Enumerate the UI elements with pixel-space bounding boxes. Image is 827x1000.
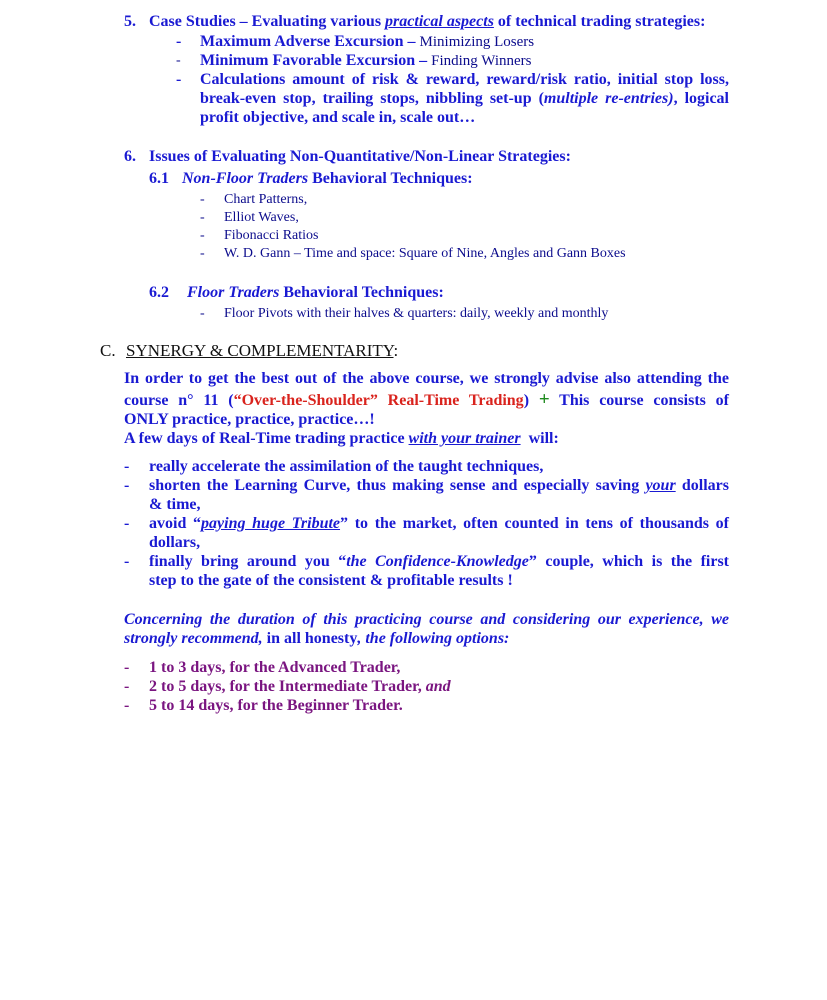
behavioral-techniques-text: Behavioral Techniques: xyxy=(308,170,473,187)
section-c-title xyxy=(126,341,398,360)
following-options-text: , the following options: xyxy=(357,630,510,647)
subsection-6-2-number: 6.2 xyxy=(149,284,169,301)
bullet-text-end: dollars xyxy=(675,477,730,494)
duration-line-2 xyxy=(124,629,509,648)
item-dash: - xyxy=(200,246,205,261)
option-beginner: 5 to 14 days, for the Beginner Trader. xyxy=(149,697,403,714)
subsection-6-1-number: 6.1 xyxy=(149,170,169,187)
bullet-dash: - xyxy=(124,697,130,714)
title-colon: : xyxy=(393,341,399,360)
section-number: 5. xyxy=(124,13,136,30)
item-dash: - xyxy=(200,306,205,321)
item-dash: - xyxy=(176,71,182,88)
paying-huge-tribute-emphasis: paying huge Tribute xyxy=(201,515,341,532)
multiple-reentries-text: multiple re-entries) xyxy=(543,90,674,107)
practical-aspects-emphasis: practical aspects xyxy=(385,13,494,30)
section-6-number: 6. xyxy=(124,148,136,165)
behavioral-techniques-text: Behavioral Techniques: xyxy=(279,284,444,301)
bullet-learning-curve-line-2: & time, xyxy=(149,496,201,513)
intro-line-2 xyxy=(124,390,729,410)
bullet-learning-curve xyxy=(149,476,729,495)
bullet-confidence xyxy=(149,552,729,571)
option-intermediate xyxy=(149,677,451,696)
your-emphasis: your xyxy=(645,477,676,494)
calculations-line-1: Calculations amount of risk & reward, reward/risk ratio, initial stop loss, xyxy=(200,71,729,88)
floor-traders-text: Floor Traders xyxy=(187,284,280,301)
list-item: Elliot Waves, xyxy=(224,210,299,225)
intro-line-1: In order to get the best out of the above course, we strongly advise also attending the xyxy=(124,370,729,387)
and-text: and xyxy=(425,678,451,695)
bullet-text: avoid “ xyxy=(149,515,202,532)
mae-label: Maximum Adverse Excursion – xyxy=(200,33,420,50)
trainer-text: A few days of Real-Time trading practice xyxy=(124,430,409,447)
mae-description: Minimizing Losers xyxy=(419,34,535,50)
bullet-dash: - xyxy=(124,659,130,676)
calculations-line-3: profit objective, and scale in, scale out… xyxy=(200,109,476,126)
bullet-dash: - xyxy=(124,515,130,532)
in-all-honesty-text: in all honesty xyxy=(262,630,358,647)
item-dash: - xyxy=(200,228,205,243)
trainer-line xyxy=(124,429,559,448)
list-item: Fibonacci Ratios xyxy=(224,228,319,243)
item-dash: - xyxy=(200,192,205,207)
mae-item xyxy=(200,32,534,52)
bullet-dash: - xyxy=(124,458,130,475)
bullet-text: finally bring around you “ xyxy=(149,553,347,570)
section-6-title: Issues of Evaluating Non-Quantitative/Non-Linear Strategies: xyxy=(149,148,571,165)
list-item: W. D. Gann – Time and space: Square of Nine, Angles and Gann Boxes xyxy=(224,246,626,261)
bullet-accelerate: really accelerate the assimilation of the taught techniques, xyxy=(149,458,544,475)
bullet-text: shorten the Learning Curve, thus making sense and especially saving xyxy=(149,477,646,494)
non-floor-traders-text: Non-Floor Traders xyxy=(182,170,309,187)
list-item: Chart Patterns, xyxy=(224,192,308,207)
course-consists-text: This course consists of xyxy=(549,392,730,409)
mfe-item xyxy=(200,51,531,71)
bullet-dash: - xyxy=(124,477,130,494)
subsection-6-2-title xyxy=(187,283,444,302)
calc-text-end: , logical xyxy=(673,90,730,107)
course-name-link: “Over-the-Shoulder” Real-Time Trading xyxy=(233,392,524,409)
title-text-end: of technical trading strategies: xyxy=(493,13,706,30)
bullet-tribute-line-2: dollars, xyxy=(149,534,201,551)
bullet-dash: - xyxy=(124,553,130,570)
strongly-recommend-text: strongly recommend, xyxy=(124,630,263,647)
subsection-6-1-title xyxy=(182,169,473,188)
synergy-title: SYNERGY & COMPLEMENTARITY xyxy=(126,341,394,360)
mfe-label: Minimum Favorable Excursion – xyxy=(200,52,432,69)
item-dash: - xyxy=(200,210,205,225)
section-5-title xyxy=(149,12,705,31)
paren-close: ) xyxy=(523,392,539,409)
calc-text: break-even stop, trailing stops, nibbling set-up ( xyxy=(200,90,544,107)
option-advanced: 1 to 3 days, for the Advanced Trader, xyxy=(149,659,401,676)
bullet-dash: - xyxy=(124,678,130,695)
with-your-trainer-emphasis: with your trainer xyxy=(408,430,521,447)
option-text: 2 to 5 days, for the Intermediate Trader, xyxy=(149,678,426,695)
calculations-line-2 xyxy=(200,89,729,108)
confidence-knowledge-emphasis: the Confidence-Knowledge xyxy=(346,553,529,570)
bullet-tribute xyxy=(149,514,729,533)
plus-icon: + xyxy=(538,389,550,410)
section-c-letter: C. xyxy=(100,341,116,360)
bullet-text-end: ” to the market, often counted in tens of thousands of xyxy=(340,515,730,532)
intro-line-3: ONLY practice, practice, practice…! xyxy=(124,411,375,428)
duration-line-1: Concerning the duration of this practicing course and considering our experience, we xyxy=(124,611,729,628)
mfe-description: Finding Winners xyxy=(431,53,532,69)
bullet-confidence-line-2: step to the gate of the consistent & profitable results ! xyxy=(149,572,513,589)
will-text: will: xyxy=(520,430,559,447)
title-text: Case Studies – Evaluating various xyxy=(149,13,386,30)
list-item: Floor Pivots with their halves & quarters: daily, weekly and monthly xyxy=(224,306,609,321)
item-dash: - xyxy=(176,33,182,50)
bullet-text-end: ” couple, which is the first xyxy=(528,553,729,570)
course-number-text: course n° 11 ( xyxy=(124,392,234,409)
section-5-heading xyxy=(124,12,136,31)
item-dash: - xyxy=(176,53,181,68)
